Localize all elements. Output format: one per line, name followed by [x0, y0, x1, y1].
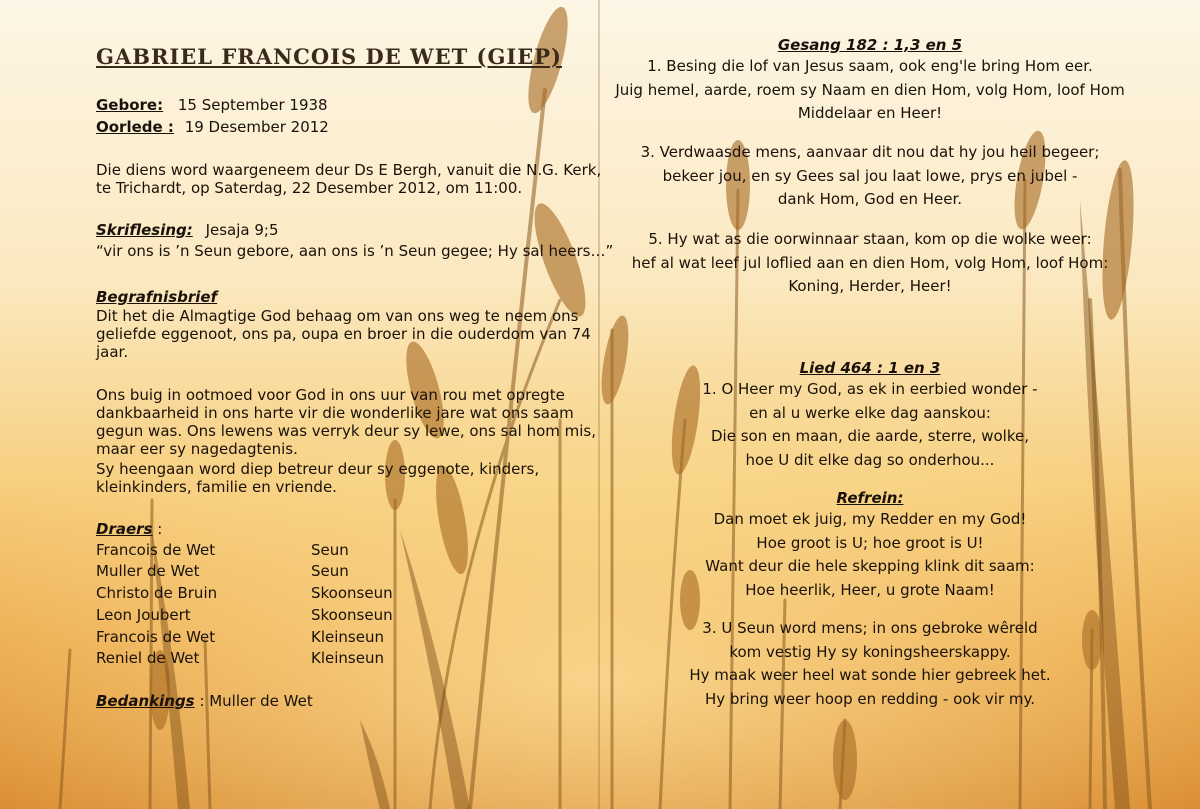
bearer-name: Francois de Wet — [96, 541, 216, 559]
bearer-name: Christo de Bruin — [96, 584, 218, 602]
reading-ref: Jesaja 9;5 — [205, 221, 279, 239]
died-date: 19 Desember 2012 — [184, 118, 329, 136]
letter-line: geliefde eggenoot, ons pa, oupa en broer in die ouderdom van 74 — [96, 325, 591, 343]
hymn2-title: Lied 464 : 1 en 3 — [799, 359, 941, 377]
service-line-2: te Trichardt, op Saterdag, 22 Desember 2012, om 11:00. — [96, 179, 523, 197]
hymn1-title: Gesang 182 : 1,3 en 5 — [777, 36, 963, 54]
bearer-relation: Kleinseun — [311, 628, 384, 646]
reading-quote: “vir ons is ’n Seun gebore, aan ons is ’n Seun gegee; Hy sal heers…” — [96, 242, 614, 260]
bearer-name: Francois de Wet — [96, 628, 216, 646]
born-line — [96, 95, 328, 117]
thanks-line — [96, 691, 313, 713]
bearer-relation: Seun — [311, 562, 349, 580]
mourning-line: Sy heengaan word diep betreur deur sy eggenote, kinders, — [96, 460, 540, 478]
bearer-name: Reniel de Wet — [96, 649, 200, 667]
hymn1-verse1: 1. Besing die lof van Jesus saam, ook eng'le bring Hom eer. Juig hemel, aarde, roem sy Naam en dien Hom, volg Hom, loof Hom Middelaar en Heer! — [615, 57, 1125, 122]
tribute-line: dankbaarheid in ons harte vir die wonderlike jare wat ons saam — [96, 404, 574, 422]
thanks-value: : Muller de Wet — [199, 692, 313, 710]
hymn2-verse3: 3. U Seun word mens; in ons gebroke wêreld kom vestig Hy sy koningsheerskappy. Hy maak weer heel wat sonde hier gebreek het. Hy bring weer hoop en redding - ook vir my. — [689, 619, 1051, 708]
died-label: Oorlede : — [96, 118, 174, 136]
bearer-name: Muller de Wet — [96, 562, 200, 580]
refrain-title: Refrein: — [836, 489, 904, 507]
bearers-list — [0, 540, 600, 680]
thanks-label: Bedankings — [96, 692, 195, 710]
bearer-relation: Kleinseun — [311, 649, 384, 667]
born-date: 15 September 1938 — [177, 96, 328, 114]
bearer-name: Leon Joubert — [96, 606, 191, 624]
tribute-line: Ons buig in ootmoed voor God in ons uur van rou met opregte — [96, 386, 565, 404]
tribute-line: gegun was. Ons lewens was verryk deur sy lewe, ons sal hom mis, — [96, 422, 597, 440]
letter-heading: Begrafnisbrief — [96, 288, 218, 306]
bearers-heading: Draers : — [96, 520, 163, 538]
bearer-relation: Seun — [311, 541, 349, 559]
hymn1-verse5: 5. Hy wat as die oorwinnaar staan, kom op die wolke weer: hef al wat leef jul loflied aan en dien Hom, volg Hom, loof Hom: Koning, Herder, Heer! — [631, 230, 1109, 295]
bearer-relation: Skoonseun — [311, 606, 393, 624]
reading-line — [96, 220, 279, 242]
letter-line: Dit het die Almagtige God behaag om van ons weg te neem ons — [96, 307, 579, 325]
died-line — [96, 117, 329, 139]
tribute-line: maar eer sy nagedagtenis. — [96, 440, 298, 458]
reading-label: Skriflesing: — [96, 221, 193, 239]
mourning-line: kleinkinders, familie en vriende. — [96, 478, 337, 496]
bearer-relation: Skoonseun — [311, 584, 393, 602]
hymn2-verse1: 1. O Heer my God, as ek in eerbied wonder - en al u werke elke dag aanskou: Die son en maan, die aarde, sterre, wolke, hoe U dit elke dag so onderhou... — [702, 380, 1038, 469]
hymn1-verse3: 3. Verdwaasde mens, aanvaar dit nou dat hy jou heil begeer; bekeer jou, en sy Gees sal jou laat lowe, prys en jubel - dank Hom, God en Heer. — [640, 143, 1100, 208]
refrain-text: Dan moet ek juig, my Redder en my God! Hoe groot is U; hoe groot is U! Want deur die hele skepping klink dit saam: Hoe heerlik, Heer, u grote Naam! — [705, 510, 1035, 599]
letter-line: jaar. — [96, 343, 129, 361]
service-line-1: Die diens word waargeneem deur Ds E Bergh, vanuit die N.G. Kerk, — [96, 161, 602, 179]
page-title: GABRIEL FRANCOIS DE WET (GIEP) — [96, 44, 562, 69]
born-label: Gebore: — [96, 96, 164, 114]
